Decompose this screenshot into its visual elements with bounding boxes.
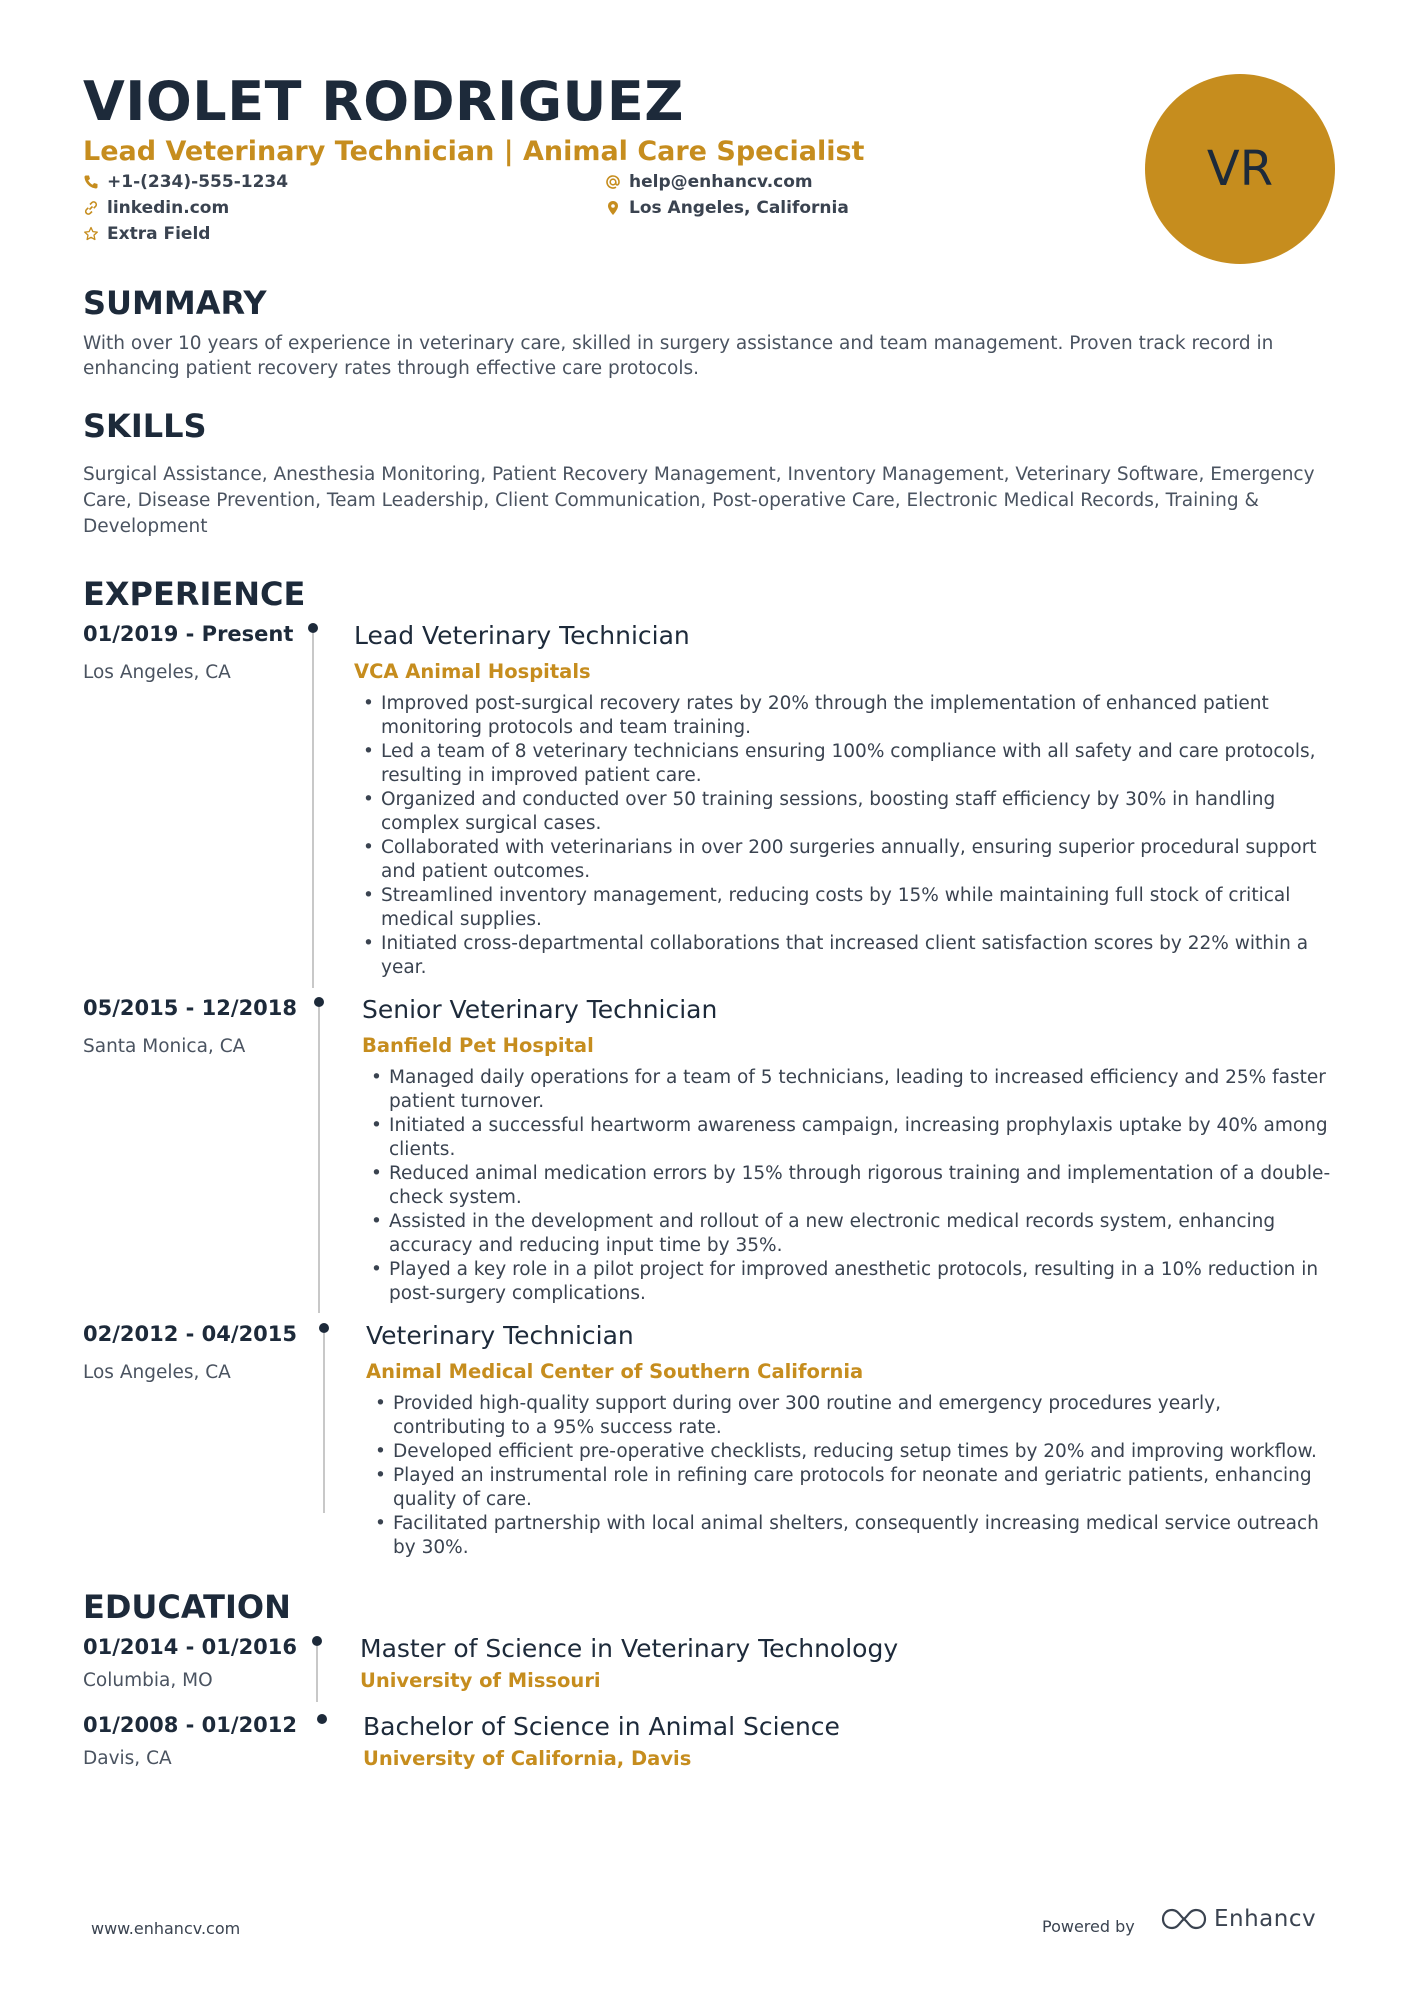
timeline-dot bbox=[314, 997, 324, 1007]
contact-extra-value: Extra Field bbox=[107, 224, 211, 244]
timeline-dot bbox=[319, 1323, 329, 1333]
job-bullet: • Played an instrumental role in refining care protocols for neonate and geriatric patients, enhancing quality of care. bbox=[366, 1464, 1332, 1512]
contact-email[interactable] bbox=[605, 172, 813, 192]
experience-title: EXPERIENCE bbox=[83, 575, 306, 613]
job-dates: 02/2012 - 04/2015 bbox=[83, 1322, 298, 1346]
job-company: Animal Medical Center of Southern California bbox=[366, 1360, 864, 1383]
job-company: Banfield Pet Hospital bbox=[362, 1034, 594, 1057]
job-bullet: • Assisted in the development and rollout of a new electronic medical records system, enhancing accuracy and reducing input time by 35%. bbox=[362, 1210, 1332, 1258]
contact-location-value: Los Angeles, California bbox=[629, 198, 849, 218]
job-bullet: • Streamlined inventory management, reducing costs by 15% while maintaining full stock of critical medical supplies. bbox=[354, 884, 1324, 932]
skills-text: Surgical Assistance, Anesthesia Monitoring, Patient Recovery Management, Inventory Management, Veterinary Software, Emergency Care, Disease Prevention, Team Leadership, Client Communication, Post-operative Care, Electronic Medical Records, Training & Development bbox=[83, 464, 1315, 537]
job-bullets bbox=[354, 692, 1324, 980]
job-bullet: • Initiated a successful heartworm awareness campaign, increasing prophylaxis uptake by 40% among clients. bbox=[362, 1114, 1332, 1162]
timeline-dot bbox=[317, 1714, 327, 1724]
job-bullet: • Managed daily operations for a team of 5 technicians, leading to increased efficiency and 25% faster patient turnover. bbox=[362, 1066, 1332, 1114]
candidate-name: VIOLET RODRIGUEZ bbox=[83, 70, 684, 133]
job-company: VCA Animal Hospitals bbox=[354, 660, 591, 683]
footer-powered-by: Powered by bbox=[1042, 1917, 1135, 1936]
contact-location bbox=[605, 198, 849, 218]
edu-location: Columbia, MO bbox=[83, 1670, 213, 1691]
job-role: Veterinary Technician bbox=[366, 1321, 634, 1350]
job-bullet: • Organized and conducted over 50 training sessions, boosting staff efficiency by 30% in handling complex surgical cases. bbox=[354, 788, 1324, 836]
summary-text: With over 10 years of experience in veterinary care, skilled in surgery assistance and team management. Proven track record in enhancing patient recovery rates through effective care protocols. bbox=[83, 333, 1274, 379]
timeline-line bbox=[318, 1007, 320, 1313]
avatar bbox=[1145, 74, 1335, 264]
job-location: Santa Monica, CA bbox=[83, 1036, 246, 1057]
job-role: Senior Veterinary Technician bbox=[362, 995, 718, 1024]
candidate-headline: Lead Veterinary Technician | Animal Care Specialist bbox=[83, 136, 865, 167]
job-bullet: • Developed efficient pre-operative checklists, reducing setup times by 20% and improving workflow. bbox=[366, 1440, 1332, 1464]
job-location: Los Angeles, CA bbox=[83, 662, 231, 683]
footer-brand[interactable] bbox=[1160, 1906, 1316, 1932]
timeline-dot bbox=[312, 1636, 322, 1646]
job-bullets bbox=[362, 1066, 1332, 1306]
footer-url[interactable]: www.enhancv.com bbox=[91, 1919, 241, 1938]
edu-degree: Master of Science in Veterinary Technology bbox=[360, 1634, 899, 1663]
timeline-line bbox=[316, 1646, 318, 1702]
contact-linkedin[interactable] bbox=[83, 198, 229, 218]
job-role: Lead Veterinary Technician bbox=[354, 621, 690, 650]
job-bullet: • Provided high-quality support during over 300 routine and emergency procedures yearly, contributing to a 95% success rate. bbox=[366, 1392, 1332, 1440]
job-bullet: • Initiated cross-departmental collaborations that increased client satisfaction scores by 22% within a year. bbox=[354, 932, 1324, 980]
job-bullet: • Improved post-surgical recovery rates by 20% through the implementation of enhanced patient monitoring protocols and team training. bbox=[354, 692, 1324, 740]
edu-dates: 01/2014 - 01/2016 bbox=[83, 1635, 298, 1659]
footer-brand-name: Enhancv bbox=[1214, 1906, 1317, 1932]
edu-location: Davis, CA bbox=[83, 1748, 172, 1769]
avatar-initials: VR bbox=[1206, 141, 1274, 197]
skills-title: SKILLS bbox=[83, 407, 207, 445]
contact-phone-value: +1-(234)-555-1234 bbox=[107, 172, 289, 192]
contact-linkedin-value: linkedin.com bbox=[107, 198, 230, 218]
star-icon bbox=[83, 226, 99, 242]
edu-dates: 01/2008 - 01/2012 bbox=[83, 1713, 298, 1737]
contact-phone[interactable] bbox=[83, 172, 288, 192]
link-icon bbox=[83, 200, 99, 216]
edu-degree: Bachelor of Science in Animal Science bbox=[363, 1712, 840, 1741]
timeline-line bbox=[323, 1333, 325, 1513]
timeline-line bbox=[312, 633, 314, 988]
job-bullet: • Collaborated with veterinarians in over 200 surgeries annually, ensuring superior procedural support and patient outcomes. bbox=[354, 836, 1324, 884]
timeline-dot bbox=[308, 623, 318, 633]
job-bullet: • Played a key role in a pilot project for improved anesthetic protocols, resulting in a 10% reduction in post-surgery complications. bbox=[362, 1258, 1332, 1306]
job-bullet: • Reduced animal medication errors by 15% through rigorous training and implementation of a double-check system. bbox=[362, 1162, 1332, 1210]
job-bullet: • Facilitated partnership with local animal shelters, consequently increasing medical service outreach by 30%. bbox=[366, 1512, 1332, 1560]
job-dates: 01/2019 - Present bbox=[83, 622, 294, 646]
job-dates: 05/2015 - 12/2018 bbox=[83, 996, 298, 1020]
edu-school: University of Missouri bbox=[360, 1669, 601, 1692]
edu-school: University of California, Davis bbox=[363, 1747, 692, 1770]
contact-extra bbox=[83, 224, 210, 244]
job-bullets bbox=[366, 1392, 1332, 1560]
location-pin-icon bbox=[605, 200, 621, 216]
job-bullet: • Led a team of 8 veterinary technicians ensuring 100% compliance with all safety and care protocols, resulting in improved patient care. bbox=[354, 740, 1324, 788]
enhancv-logo-icon bbox=[1160, 1906, 1208, 1932]
contact-email-value: help@enhancv.com bbox=[629, 172, 813, 192]
at-icon bbox=[605, 174, 621, 190]
summary-title: SUMMARY bbox=[83, 284, 267, 322]
education-title: EDUCATION bbox=[83, 1588, 291, 1626]
phone-icon bbox=[83, 174, 99, 190]
job-location: Los Angeles, CA bbox=[83, 1362, 231, 1383]
